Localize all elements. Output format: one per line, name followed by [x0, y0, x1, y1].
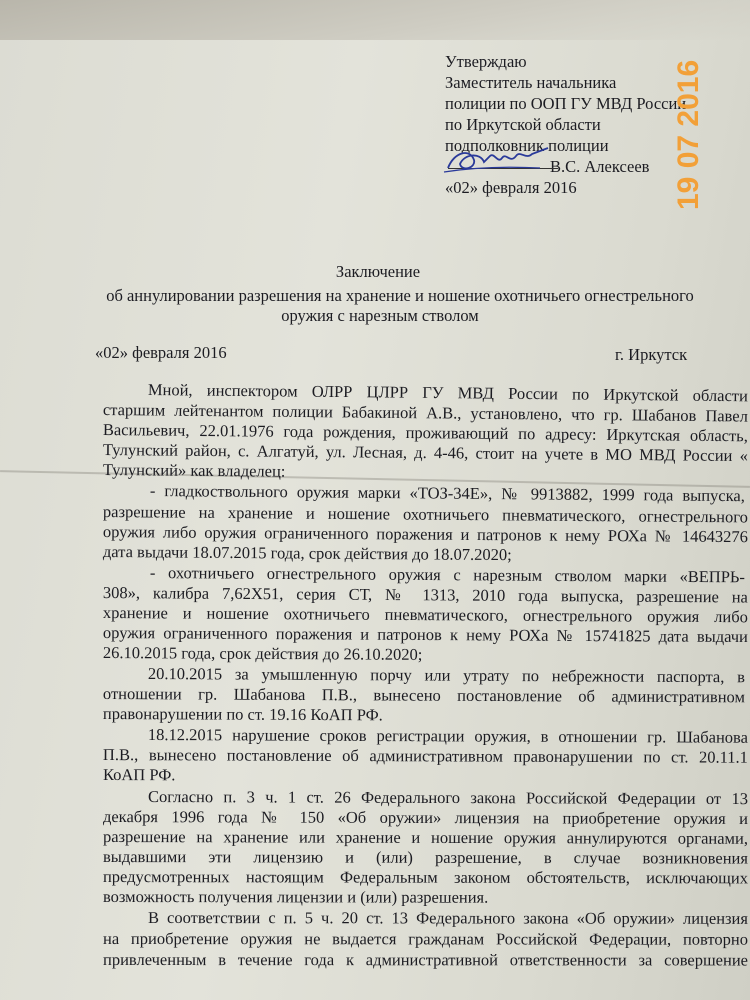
body-text-line: дата выдачи 18.07.2015 года, срок действия до 18.07.2020; — [102, 542, 512, 565]
body-text-line: Тулунский район, с. Алгатуй, ул. Лесная, д. 4-46, стоит на учете в МО МВД России « — [102, 440, 748, 466]
approval-title: Утверждаю — [445, 52, 527, 71]
body-text-line: предусмотренных настоящим Федеральным законом обстоятельств, исключающих — [102, 867, 748, 888]
document-city: г. Иркутск — [615, 345, 688, 364]
body-text-line: разрешение на хранение и ношение охотничьего пневматического, огнестрельного — [102, 502, 748, 527]
body-text-line: П.В., вынесено постановление об административном правонарушении по ст. 20.11.1 — [102, 745, 748, 767]
body-text-line: В соответствии с п. 5 ч. 20 ст. 13 Федерального закона «Об оружии» лицензия — [147, 908, 748, 928]
body-text-line: выдавшими эти лицензию и (или) разрешение, в случае возникновения — [102, 847, 748, 868]
document-subheading-2: оружия с нарезным стволом — [281, 306, 479, 325]
body-text-line: разрешение на хранение или хранение и ношение оружия аннулируются органами, — [102, 827, 748, 848]
body-text-line: правонарушении по ст. 19.16 КоАП РФ. — [102, 704, 383, 725]
body-text-line: привлеченным в течение года к административной ответственности за совершение — [102, 950, 748, 970]
body-text-line: Васильевич, 22.01.1976 года рождения, проживающий по адресу: Иркутская область, — [102, 420, 748, 446]
approval-region: по Иркутской области — [445, 115, 601, 134]
body-text-line: отношении гр. Шабанова П.В., вынесено постановление об административном — [102, 684, 745, 707]
body-text-line: Тулунский» как владелец: — [102, 460, 286, 481]
body-text-line: 26.10.2015 года, срок действия до 26.10.2020; — [102, 643, 423, 664]
approval-date: «02» февраля 2016 — [445, 178, 577, 197]
body-text-line: 308», калибра 7,62Х51, серия СТ, № 1313, 2010 года выпуска, разрешение на — [102, 583, 748, 607]
document-subheading: об аннулировании разрешения на хранение и ношение охотничьего огнестрельного — [106, 286, 694, 305]
body-text-line: декабря 1996 года № 150 «Об оружии» лицензия на приобретение оружия и — [102, 807, 748, 829]
body-text-line: - гладкоствольного оружия марки «ТОЗ-34Е», № 9913882, 1999 года выпуска, — [149, 481, 745, 506]
body-text-line: оружия либо оружия ограниченного поражения и патронов к нему РОХа № 14643276 — [102, 522, 748, 547]
approval-department: полиции по ООП ГУ МВД России — [445, 94, 687, 113]
approval-signer: В.С. Алексеев — [550, 157, 650, 176]
body-text-line: хранение и ношение охотничьего пневматического, огнестрельного оружия либо — [102, 603, 748, 627]
body-text-line: Согласно п. 3 ч. 1 ст. 26 Федерального закона Российской Федерации от 13 — [147, 787, 748, 809]
body-text-line: 20.10.2015 за умышленную порчу или утрату по небрежности паспорта, в — [147, 664, 745, 687]
document-heading: Заключение — [335, 262, 421, 281]
body-text-line: Мной, инспектором ОЛРР ЦЛРР ГУ МВД России по Иркутской области — [147, 380, 748, 406]
body-text-line: - охотничьего огнестрельного оружия с нарезным стволом марки «ВЕПРЬ- — [149, 563, 745, 587]
approval-position: Заместитель начальника — [445, 73, 617, 92]
body-text-line: оружия ограниченного поражения и патронов к нему РОХа № 15741825 дата выдачи — [102, 623, 748, 647]
body-text-line: старшим лейтенантом полиции Бабакиной А.В., установлено, что гр. Шабанов Павел — [102, 400, 748, 426]
approval-rank: подполковник полиции — [445, 136, 609, 155]
body-text-line: возможность получения лицензии и (или) разрешения. — [102, 887, 489, 907]
body-text-line: 18.12.2015 нарушение сроков регистрации оружия, в отношении гр. Шабанова — [147, 725, 748, 747]
body-text-line: КоАП РФ. — [102, 765, 176, 785]
document-date: «02» февраля 2016 — [95, 343, 227, 362]
svg-text:19 07 2016: 19 07 2016 — [672, 59, 705, 210]
camera-date-stamp — [668, 55, 708, 215]
body-text-line: на приобретение оружия не выдается гражданам Российской Федерации, повторно — [102, 929, 748, 949]
handwritten-signature — [440, 138, 560, 178]
